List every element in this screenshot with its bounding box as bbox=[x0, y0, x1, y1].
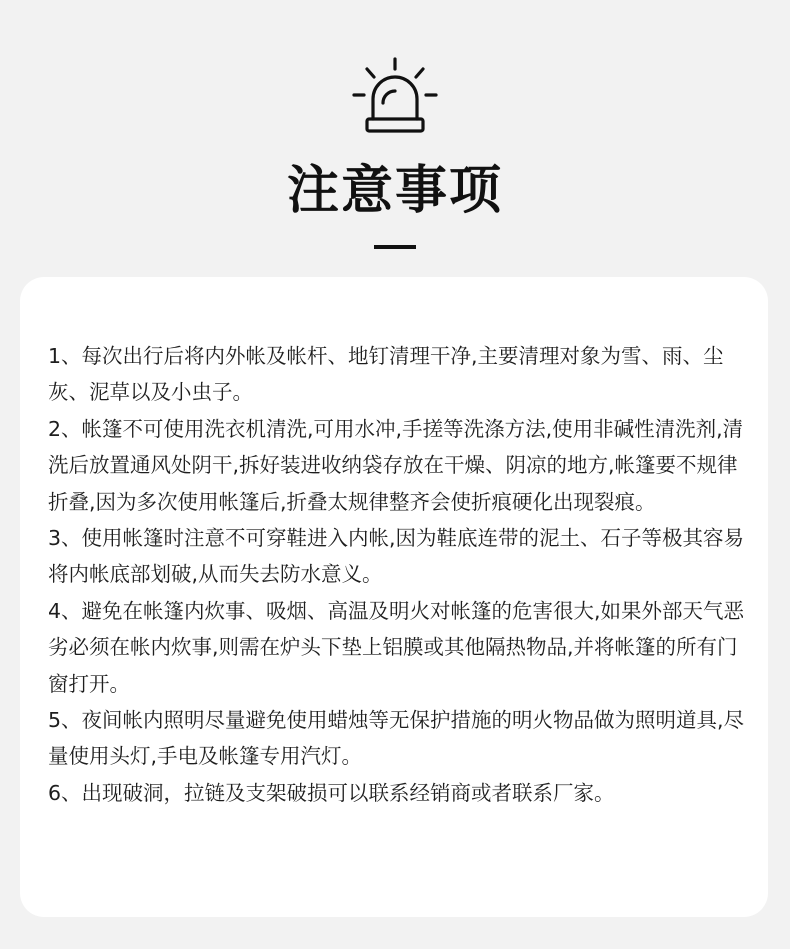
note-item-5: 5、夜间帐内照明尽量避免使用蜡烛等无保护措施的明火物品做为照明道具,尽量使用头灯,手电及帐篷专用汽灯。 bbox=[48, 708, 745, 769]
notes-list bbox=[48, 338, 748, 811]
note-item-3: 3、使用帐篷时注意不可穿鞋进入内帐,因为鞋底连带的泥土、石子等极其容易将内帐底部划破,从而失去防水意义。 bbox=[48, 526, 745, 587]
note-item-2: 2、帐篷不可使用洗衣机清洗,可用水冲,手搓等洗涤方法,使用非碱性清洗剂,清洗后放置通风处阴干,拆好装进收纳袋存放在干燥、阴凉的地方,帐篷要不规律折叠,因为多次使用帐篷后,折叠太规律整齐会使折痕硬化出现裂痕。 bbox=[48, 416, 744, 514]
note-item-4: 4、避免在帐篷内炊事、吸烟、高温及明火对帐篷的危害很大,如果外部天气恶劣必须在帐内炊事,则需在炉头下垫上铝膜或其他隔热物品,并将帐篷的所有门窗打开。 bbox=[48, 598, 745, 696]
page-title: 注意事项 bbox=[286, 161, 503, 221]
title-underline bbox=[374, 245, 416, 249]
note-item-1: 1、每次出行后将内外帐及帐杆、地钉清理干净,主要清理对象为雪、雨、尘灰、泥草以及小虫子。 bbox=[48, 344, 724, 405]
note-item-6: 6、出现破洞，拉链及支架破损可以联系经销商或者联系厂家。 bbox=[48, 780, 615, 805]
alarm-light-icon bbox=[345, 55, 445, 135]
